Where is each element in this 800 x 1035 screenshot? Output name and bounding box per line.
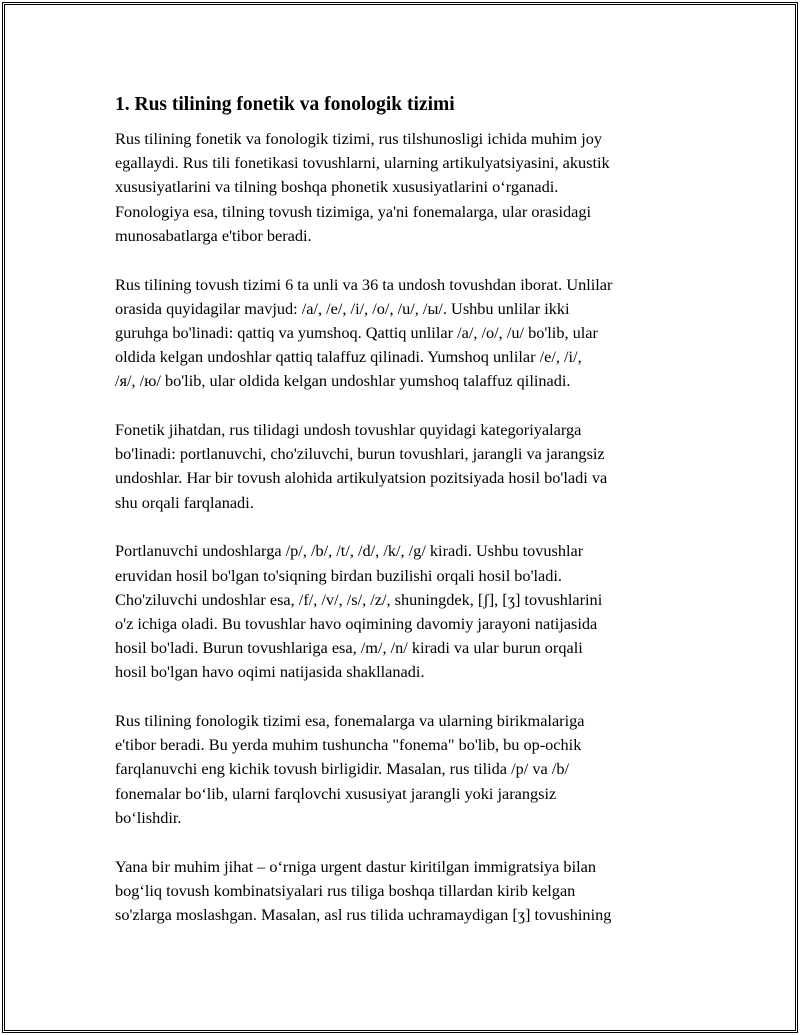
text-line: egallaydi. Rus tili fonetikasi tovushlarni, ularning artikulyatsiyasini, akustik <box>115 153 610 173</box>
text-line: Portlanuvchi undoshlarga /p/, /b/, /t/, /d/, /k/, /g/ kiradi. Ushbu tovushlar <box>115 541 584 561</box>
document-body <box>115 92 685 952</box>
text-line: guruhga bo'linadi: qattiq va yumshoq. Qattiq unlilar /a/, /o/, /u/ bo'lib, ular <box>115 322 598 342</box>
text-line: e'tibor beradi. Bu yerda muhim tushuncha "fonema" bo'lib, bu op-ochik <box>115 735 582 755</box>
text-line: eruvidan hosil bo'lgan to'siqning birdan buzilishi orqali hosil bo'ladi. <box>115 565 562 585</box>
text-line: so'zlarga moslashgan. Masalan, asl rus tilida uchramaydigan [ʒ] tovushining <box>115 904 612 924</box>
paragraph-plosives <box>115 539 685 684</box>
paragraph-phonology <box>115 709 685 830</box>
text-line: shu orqali farqlanadi. <box>115 492 254 512</box>
paragraph-intro <box>115 127 685 248</box>
text-line: xususiyatlarini va tilning boshqa phonetik xususiyatlarini o‘rganadi. <box>115 177 559 197</box>
text-line: munosabatlarga e'tibor beradi. <box>115 225 312 245</box>
text-line: bo'linadi: portlanuvchi, cho'ziluvchi, burun tovushlari, jarangli va jarangsiz <box>115 444 605 464</box>
text-line: hosil bo'ladi. Burun tovushlariga esa, /m/, /n/ kiradi va ular burun orqali <box>115 638 583 658</box>
text-line: fonemalar bo‘lib, ularni farqlovchi xususiyat jarangli yoki jarangsiz <box>115 783 557 803</box>
text-line: o'z ichiga oladi. Bu tovushlar havo oqimining davomiy jarayoni natijasida <box>115 613 598 633</box>
text-line: Rus tilining fonologik tizimi esa, fonemalarga va ularning birikmalariga <box>115 711 585 731</box>
text-line: Fonetik jihatdan, rus tilidagi undosh tovushlar quyidagi kategoriyalarga <box>115 420 582 440</box>
text-line: Yana bir muhim jihat – o‘rniga urgent dastur kiritilgan immigratsiya bilan <box>115 856 596 876</box>
text-line: Fonologiya esa, tilning tovush tizimiga, ya'ni fonemalarga, ular orasidagi <box>115 201 592 221</box>
text-line: bo‘lishdir. <box>115 807 182 827</box>
text-line: oldida kelgan undoshlar qattiq talaffuz qilinadi. Yumshoq unlilar /e/, /i/, <box>115 347 582 367</box>
text-line: undoshlar. Har bir tovush alohida artikulyatsion pozitsiyada hosil bo'ladi va <box>115 468 608 488</box>
text-line: farqlanuvchi eng kichik tovush birligidir. Masalan, rus tilida /p/ va /b/ <box>115 759 569 779</box>
text-line: orasida quyidagilar mavjud: /a/, /e/, /i/, /o/, /u/, /ы/. Ushbu unlilar ikki <box>115 298 570 318</box>
text-line: Cho'ziluvchi undoshlar esa, /f/, /v/, /s/, /z/, shuningdek, [ʃ], [ʒ] tovushlarini <box>115 589 603 609</box>
paragraph-loanwords <box>115 855 685 928</box>
text-line: Rus tilining tovush tizimi 6 ta unli va 36 ta undosh tovushdan iborat. Unlilar <box>115 274 613 294</box>
section-heading: 1. Rus tilining fonetik va fonologik tizimi <box>115 94 455 115</box>
paragraph-vowels <box>115 273 685 394</box>
text-line: bog‘liq tovush kombinatsiyalari rus tiliga boshqa tillardan kirib kelgan <box>115 880 576 900</box>
paragraph-consonant-categories <box>115 418 685 515</box>
text-line: hosil bo'lgan havo oqimi natijasida shakllanadi. <box>115 662 425 682</box>
text-line: Rus tilining fonetik va fonologik tizimi, rus tilshunosligi ichida muhim joy <box>115 129 603 148</box>
text-line: /я/, /ю/ bo'lib, ular oldida kelgan undoshlar yumshoq talaffuz qilinadi. <box>115 371 571 391</box>
